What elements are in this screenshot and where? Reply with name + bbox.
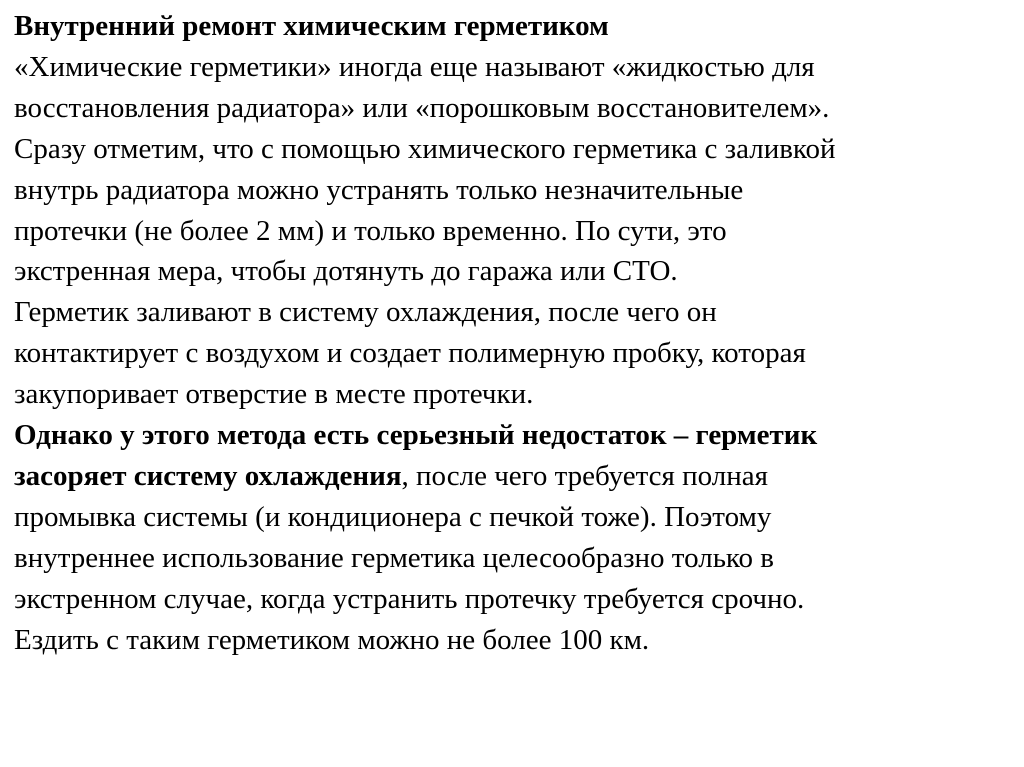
slide-text-block <box>14 6 1014 661</box>
warning-line-mixed <box>14 456 1014 497</box>
text-line: «Химические герметики» иногда еще называют «жидкостью для <box>14 50 815 83</box>
text-line: закупоривает отверстие в месте протечки. <box>14 378 534 411</box>
text-line: экстренная мера, чтобы дотянуть до гаража или СТО. <box>14 255 678 288</box>
text-line: внутрь радиатора можно устранять только незначительные <box>14 173 744 206</box>
text-line: протечки (не более 2 мм) и только временно. По сути, это <box>14 214 727 247</box>
text-line: Герметик заливают в систему охлаждения, после чего он <box>14 296 717 329</box>
text-line: Сразу отметим, что с помощью химического герметика с заливкой <box>14 132 836 165</box>
text-line: экстренном случае, когда устранить протечку требуется срочно. <box>14 582 805 615</box>
slide-title: Внутренний ремонт химическим герметиком <box>14 10 609 42</box>
text-line: Ездить с таким герметиком можно не более 100 км. <box>14 623 650 656</box>
text-line: восстановления радиатора» или «порошковым восстановителем». <box>14 91 830 124</box>
text-line: внутреннее использование герметика целесообразно только в <box>14 541 774 574</box>
text-line: промывка системы (и кондиционера с печкой тоже). Поэтому <box>14 500 772 533</box>
warning-regular-fragment: , после чего требуется полная <box>401 459 768 492</box>
text-line: контактирует с воздухом и создает полимерную пробку, которая <box>14 337 806 370</box>
warning-bold-fragment: засоряет систему охлаждения <box>14 459 402 492</box>
warning-line-bold: Однако у этого метода есть серьезный недостаток – герметик <box>14 419 818 452</box>
